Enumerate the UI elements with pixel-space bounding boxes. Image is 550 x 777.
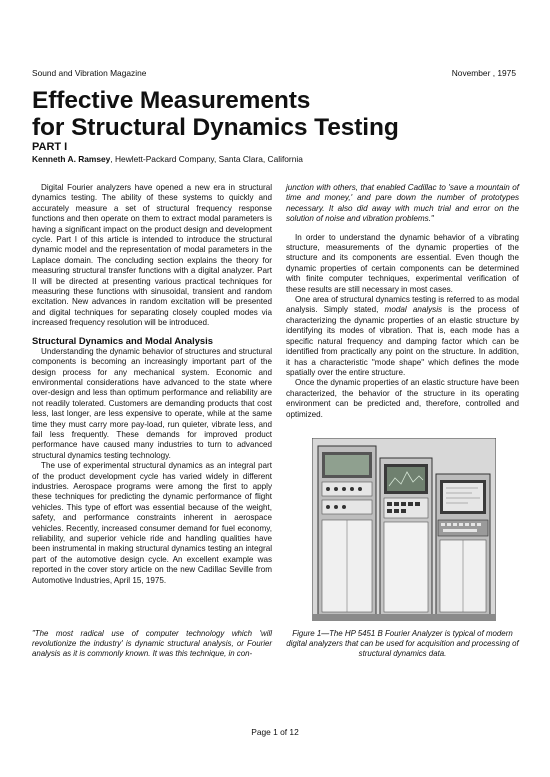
figure-caption: Figure 1—The HP 5451 B Fourier Analyzer is typical of modern digital analyzers that can be used for acquisition and processing of structural dynamics data. xyxy=(286,629,519,659)
article-title xyxy=(32,87,522,141)
body-paragraph: Understanding the dynamic behavior of structures and structural components is becoming an increasingly important part of the design process for any mechanical system. Economic and environmental considerations have advanced to the state where over-design and less than optimum performance and reliability are not readily tolerated. Customers are demanding products that cost less, last longer, are less expensive to operate, while at the same time they must carry more pay-load, run quieter, vibrate less, and fail less frequently. These demands for improved product performance have caused many industries to turn to advanced structural dynamics testing technology. xyxy=(32,346,272,460)
pull-quote-continued: junction with others, that enabled Cadillac to 'save a mountain of time and money,' and pare down the number of prototypes necessary. It also did away with much trial and error on the solution of noise and vibration problems." xyxy=(286,183,519,224)
figure-photo-analyzer xyxy=(312,438,496,621)
byline xyxy=(32,154,303,164)
body-paragraph: The use of experimental structural dynamics as an integral part of the product development cycle has varied widely in different industries. Aerospace programs were among the first to apply these techniques for predicting the dynamic performance of flight vehicles. This type of effort was essential because of the weight, safety, and performance constraints inherent in aerospace vehicles. Recently, increased consumer demand for fuel economy, reliability, and superior vehicle ride and handling qualities have been instrumental in making structural dynamics testing an integral part of the automotive design cycle. An excellent example was reported in the cover story article on the new Cadillac Seville from Automotive Industries, April 15, 1975. xyxy=(32,461,272,585)
publication-name: Sound and Vibration Magazine xyxy=(32,68,147,78)
body-paragraph: One area of structural dynamics testing is referred to as modal analysis. Simply stated, modal analysis is the process of characterizing the dynamic properties of an elastic structure by identifying its modes of vibration. That is, each mode has a specific natural frequency and damping factor which can be identified from practically any point on the structure. In addition, it has a characteristic "mode shape" which defines the mode spatially over the entire structure. xyxy=(286,295,519,377)
body-paragraph: In order to understand the dynamic behavior of a vibrating structure, measurements of the dynamic properties of the structure and its components are essential. Even though the dynamic properties of certain components can be determined with finite computer techniques, experimental verification of these results are still necessary in most cases. xyxy=(286,232,519,294)
intro-paragraph: Digital Fourier analyzers have opened a new era in structural dynamics testing. The ability of these systems to quickly and accurately measure a set of structural frequency response functions and then operate on them to extract modal parameters is having a significant impact on the product design and development cycle. Part I of this article is intended to introduce the structural dynamic model and the representation of modal parameters in the Laplace domain. The concluding section explains the theory for measuring structural transfer functions with a digital analyzer. Part II will be directed at presenting various practical techniques for measuring these functions with sinusoidal, transient and random excitation. New advances in random excitation will be presented and digital techniques for separating closely coupled modes via increased frequency resolution will be introduced. xyxy=(32,183,272,328)
page-number: Page 1 of 12 xyxy=(251,727,299,737)
publication-date: November , 1975 xyxy=(451,68,516,78)
emphasis-term: modal analysis xyxy=(384,305,443,315)
body-paragraph: Once the dynamic properties of an elastic structure have been characterized, the behavior of the structure in its operating environment can be predicted and, therefore, controlled and optimized. xyxy=(286,378,519,419)
right-column xyxy=(286,183,519,420)
pull-quote: "The most radical use of computer technology which 'will revolutionize the industry' is dynamic structural analysis, or Fourier analysis as it is commonly known. It was this technique, in con- xyxy=(32,629,272,659)
analyzer-photo-illustration xyxy=(312,438,496,621)
section-heading: Structural Dynamics and Modal Analysis xyxy=(32,334,213,346)
title-line-1: Effective Measurements xyxy=(32,87,311,114)
author-affiliation: , Hewlett-Packard Company, Santa Clara, California xyxy=(110,154,303,164)
author-name: Kenneth A. Ramsey xyxy=(32,154,111,164)
left-column xyxy=(32,183,272,586)
title-line-2: for Structural Dynamics Testing xyxy=(32,114,399,141)
article-part: PART I xyxy=(32,141,68,153)
